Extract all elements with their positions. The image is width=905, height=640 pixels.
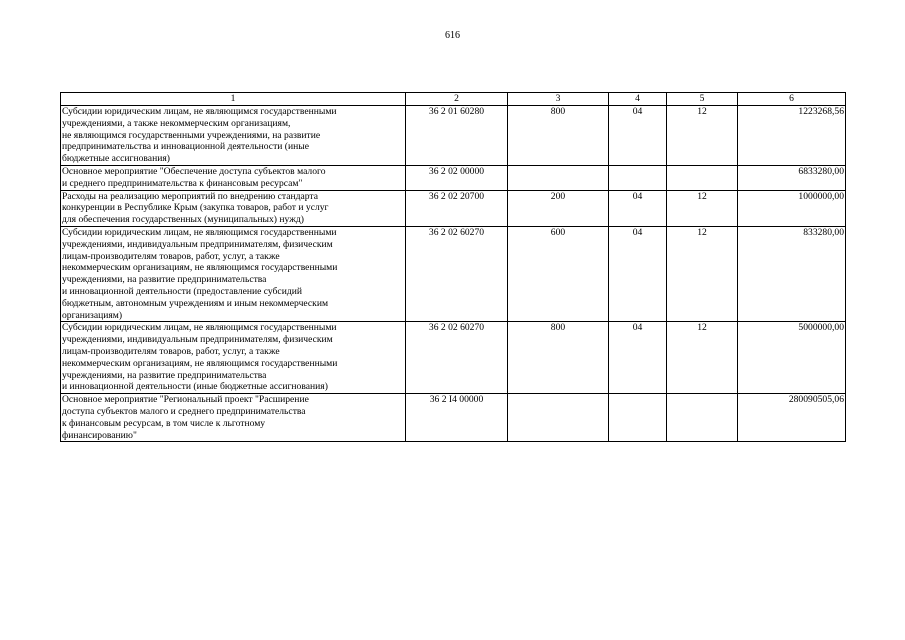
row-target-code: 36 2 02 00000 bbox=[406, 165, 508, 190]
header-col-5: 5 bbox=[667, 93, 738, 106]
row-description: Субсидии юридическим лицам, не являющимся государственными учреждениями, индивидуальным предпринимателям, физическим лицам-производителям товаров, работ, услуг, а также некоммерческим организациям, не являющимся государственными учреждениями, на развитие предпринимательства и инновационной деятельности (предоставление субсидий бюджетным, автономным учреждениям и иным некоммерческим организациям) bbox=[61, 226, 406, 321]
table-row bbox=[61, 226, 846, 321]
row-subsection bbox=[667, 394, 738, 442]
header-row bbox=[61, 93, 846, 106]
header-col-6: 6 bbox=[738, 93, 846, 106]
table-body bbox=[61, 106, 846, 442]
row-description: Расходы на реализацию мероприятий по внедрению стандарта конкуренции в Республике Крым (закупка товаров, работ и услуг для обеспечения государственных (муниципальных) нужд) bbox=[61, 190, 406, 226]
table-header bbox=[61, 93, 846, 106]
row-subsection: 12 bbox=[667, 190, 738, 226]
row-subsection: 12 bbox=[667, 106, 738, 166]
row-description: Основное мероприятие "Обеспечение доступа субъектов малого и среднего предпринимательства к финансовым ресурсам" bbox=[61, 165, 406, 190]
row-target-code: 36 2 02 60270 bbox=[406, 322, 508, 394]
row-section bbox=[609, 165, 667, 190]
row-section bbox=[609, 394, 667, 442]
row-target-code: 36 2 01 60280 bbox=[406, 106, 508, 166]
row-amount: 6833280,00 bbox=[738, 165, 846, 190]
table-row bbox=[61, 394, 846, 442]
row-description: Субсидии юридическим лицам, не являющимся государственными учреждениями, индивидуальным предпринимателям, физическим лицам-производителям товаров, работ, услуг, а также некоммерческим организациям, не являющимся государственными учреждениями, на развитие предпринимательства и инновационной деятельности (иные бюджетные ассигнования) bbox=[61, 322, 406, 394]
table-row bbox=[61, 322, 846, 394]
budget-table bbox=[60, 92, 846, 442]
row-amount: 5000000,00 bbox=[738, 322, 846, 394]
row-target-code: 36 2 I4 00000 bbox=[406, 394, 508, 442]
row-section: 04 bbox=[609, 106, 667, 166]
row-section: 04 bbox=[609, 226, 667, 321]
row-target-code: 36 2 02 20700 bbox=[406, 190, 508, 226]
header-col-1: 1 bbox=[61, 93, 406, 106]
row-expense-type bbox=[508, 165, 609, 190]
header-col-2: 2 bbox=[406, 93, 508, 106]
table-row bbox=[61, 106, 846, 166]
row-section: 04 bbox=[609, 322, 667, 394]
table-row bbox=[61, 190, 846, 226]
table-row bbox=[61, 165, 846, 190]
row-amount: 833280,00 bbox=[738, 226, 846, 321]
row-description: Основное мероприятие "Региональный проект "Расширение доступа субъектов малого и среднего предпринимательства к финансовым ресурсам, в том числе к льготному финансированию" bbox=[61, 394, 406, 442]
row-expense-type bbox=[508, 394, 609, 442]
row-target-code: 36 2 02 60270 bbox=[406, 226, 508, 321]
row-expense-type: 800 bbox=[508, 106, 609, 166]
row-expense-type: 800 bbox=[508, 322, 609, 394]
row-subsection: 12 bbox=[667, 322, 738, 394]
row-expense-type: 600 bbox=[508, 226, 609, 321]
page-number: 616 bbox=[445, 30, 460, 41]
row-section: 04 bbox=[609, 190, 667, 226]
row-subsection: 12 bbox=[667, 226, 738, 321]
header-col-4: 4 bbox=[609, 93, 667, 106]
row-amount: 1223268,56 bbox=[738, 106, 846, 166]
row-amount: 280090505,06 bbox=[738, 394, 846, 442]
row-description: Субсидии юридическим лицам, не являющимся государственными учреждениями, а также некоммерческим организациям, не являющимся государственными учреждениями, на развитие предпринимательства и инновационной деятельности (иные бюджетные ассигнования) bbox=[61, 106, 406, 166]
row-expense-type: 200 bbox=[508, 190, 609, 226]
row-amount: 1000000,00 bbox=[738, 190, 846, 226]
header-col-3: 3 bbox=[508, 93, 609, 106]
row-subsection bbox=[667, 165, 738, 190]
